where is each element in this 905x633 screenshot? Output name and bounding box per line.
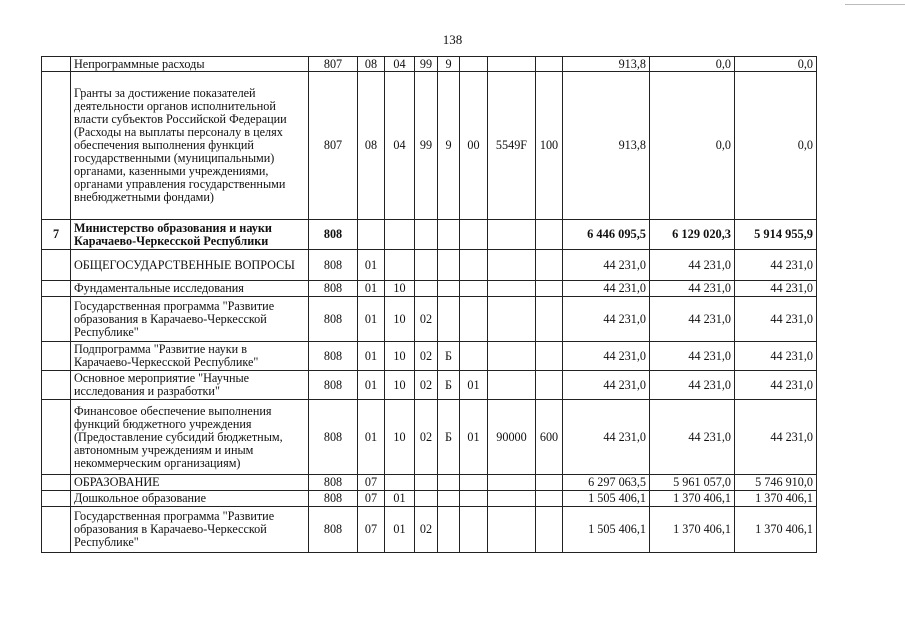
- cell-idx: [42, 491, 71, 507]
- cell-vr: [536, 342, 563, 371]
- cell-y2: 44 231,0: [650, 400, 735, 475]
- cell-idx: [42, 475, 71, 491]
- cell-y3: 1 370 406,1: [735, 491, 817, 507]
- table-row: [42, 400, 817, 475]
- cell-pr: [385, 475, 415, 491]
- cell-rz: 07: [358, 475, 385, 491]
- cell-ved: 808: [309, 491, 358, 507]
- cell-name: Государственная программа "Развитие образования в Карачаево-Черкесской Республике": [71, 507, 309, 553]
- cell-ved: 807: [309, 72, 358, 220]
- cell-vr: 100: [536, 72, 563, 220]
- cell-c2: [438, 475, 460, 491]
- cell-y1: 44 231,0: [563, 297, 650, 342]
- cell-c1: 02: [415, 342, 438, 371]
- table-row: [42, 491, 817, 507]
- cell-c1: [415, 250, 438, 281]
- cell-y2: 1 370 406,1: [650, 491, 735, 507]
- cell-y3: 44 231,0: [735, 250, 817, 281]
- cell-c1: [415, 491, 438, 507]
- cell-c1: 02: [415, 507, 438, 553]
- cell-name: Государственная программа "Развитие образования в Карачаево-Черкесской Республике": [71, 297, 309, 342]
- table-row: [42, 475, 817, 491]
- cell-y3: 44 231,0: [735, 400, 817, 475]
- cell-c2: [438, 281, 460, 297]
- cell-y1: 913,8: [563, 57, 650, 72]
- cell-vr: [536, 57, 563, 72]
- cell-pr: 10: [385, 342, 415, 371]
- cell-c1: 02: [415, 297, 438, 342]
- cell-rz: 08: [358, 57, 385, 72]
- cell-c3: [460, 57, 488, 72]
- cell-ved: 808: [309, 507, 358, 553]
- cell-vr: [536, 491, 563, 507]
- cell-idx: [42, 400, 71, 475]
- cell-rz: 01: [358, 297, 385, 342]
- cell-c4: [488, 297, 536, 342]
- cell-name: Министерство образования и науки Карачаево-Черкесской Республики: [71, 220, 309, 250]
- cell-idx: [42, 250, 71, 281]
- cell-vr: [536, 297, 563, 342]
- cell-c2: [438, 491, 460, 507]
- cell-ved: 808: [309, 281, 358, 297]
- cell-idx: [42, 342, 71, 371]
- cell-c4: [488, 342, 536, 371]
- cell-name: ОБЩЕГОСУДАРСТВЕННЫЕ ВОПРОСЫ: [71, 250, 309, 281]
- cell-y1: 913,8: [563, 72, 650, 220]
- cell-y1: 1 505 406,1: [563, 491, 650, 507]
- table-row: [42, 507, 817, 553]
- cell-pr: 01: [385, 507, 415, 553]
- cell-c3: 01: [460, 400, 488, 475]
- cell-c3: [460, 220, 488, 250]
- cell-rz: 01: [358, 281, 385, 297]
- cell-name: Финансовое обеспечение выполнения функций бюджетного учреждения (Предоставление субсидий бюджетным, автономным учреждениям и иным некоммерческим организациям): [71, 400, 309, 475]
- cell-vr: 600: [536, 400, 563, 475]
- cell-vr: [536, 475, 563, 491]
- cell-y2: 44 231,0: [650, 297, 735, 342]
- cell-y3: 44 231,0: [735, 342, 817, 371]
- cell-c4: [488, 57, 536, 72]
- cell-y2: 44 231,0: [650, 342, 735, 371]
- cell-c1: 02: [415, 400, 438, 475]
- cell-y3: 1 370 406,1: [735, 507, 817, 553]
- cell-idx: [42, 57, 71, 72]
- cell-c2: [438, 507, 460, 553]
- table-row: [42, 342, 817, 371]
- cell-idx: [42, 371, 71, 400]
- cell-pr: [385, 220, 415, 250]
- cell-ved: 808: [309, 371, 358, 400]
- cell-name: ОБРАЗОВАНИЕ: [71, 475, 309, 491]
- cell-ved: 808: [309, 250, 358, 281]
- table-row: [42, 57, 817, 72]
- cell-c3: [460, 250, 488, 281]
- cell-idx: [42, 72, 71, 220]
- cell-rz: 08: [358, 72, 385, 220]
- cell-c4: 90000: [488, 400, 536, 475]
- scan-edge-line: [845, 4, 905, 5]
- cell-c2: 9: [438, 57, 460, 72]
- cell-y2: 6 129 020,3: [650, 220, 735, 250]
- cell-c3: [460, 342, 488, 371]
- cell-pr: 10: [385, 297, 415, 342]
- cell-y1: 44 231,0: [563, 400, 650, 475]
- cell-y2: 1 370 406,1: [650, 507, 735, 553]
- cell-rz: 01: [358, 400, 385, 475]
- cell-y3: 5 914 955,9: [735, 220, 817, 250]
- cell-y1: 44 231,0: [563, 281, 650, 297]
- cell-c3: 01: [460, 371, 488, 400]
- cell-y2: 44 231,0: [650, 250, 735, 281]
- cell-idx: [42, 297, 71, 342]
- cell-vr: [536, 371, 563, 400]
- budget-table: [41, 56, 817, 553]
- cell-rz: 01: [358, 342, 385, 371]
- cell-y2: 0,0: [650, 72, 735, 220]
- cell-y1: 44 231,0: [563, 250, 650, 281]
- cell-idx: 7: [42, 220, 71, 250]
- table-row: [42, 220, 817, 250]
- cell-c2: 9: [438, 72, 460, 220]
- cell-vr: [536, 507, 563, 553]
- cell-name: Основное мероприятие "Научные исследования и разработки": [71, 371, 309, 400]
- cell-name: Непрограммные расходы: [71, 57, 309, 72]
- cell-c3: [460, 491, 488, 507]
- cell-y3: 5 746 910,0: [735, 475, 817, 491]
- cell-c2: [438, 250, 460, 281]
- cell-c2: Б: [438, 371, 460, 400]
- cell-rz: 07: [358, 507, 385, 553]
- cell-c3: [460, 281, 488, 297]
- cell-vr: [536, 281, 563, 297]
- cell-y1: 6 297 063,5: [563, 475, 650, 491]
- cell-y1: 1 505 406,1: [563, 507, 650, 553]
- cell-idx: [42, 507, 71, 553]
- cell-vr: [536, 220, 563, 250]
- cell-y3: 0,0: [735, 72, 817, 220]
- cell-pr: 10: [385, 281, 415, 297]
- cell-rz: 01: [358, 250, 385, 281]
- cell-y2: 0,0: [650, 57, 735, 72]
- cell-c2: [438, 220, 460, 250]
- cell-c4: [488, 281, 536, 297]
- cell-c1: [415, 220, 438, 250]
- cell-y3: 44 231,0: [735, 281, 817, 297]
- cell-idx: [42, 281, 71, 297]
- cell-y1: 6 446 095,5: [563, 220, 650, 250]
- cell-pr: [385, 250, 415, 281]
- table-row: [42, 371, 817, 400]
- cell-c2: Б: [438, 342, 460, 371]
- cell-c1: [415, 475, 438, 491]
- cell-c4: [488, 250, 536, 281]
- cell-y3: 44 231,0: [735, 297, 817, 342]
- cell-ved: 808: [309, 400, 358, 475]
- cell-ved: 808: [309, 342, 358, 371]
- cell-c4: [488, 475, 536, 491]
- cell-y1: 44 231,0: [563, 371, 650, 400]
- page-number: 138: [442, 32, 463, 47]
- table-row: [42, 250, 817, 281]
- cell-c2: [438, 297, 460, 342]
- cell-pr: 10: [385, 400, 415, 475]
- cell-ved: 808: [309, 475, 358, 491]
- cell-name: Подпрограмма "Развитие науки в Карачаево-Черкесской Республике": [71, 342, 309, 371]
- cell-y2: 44 231,0: [650, 281, 735, 297]
- cell-c4: [488, 371, 536, 400]
- cell-c3: 00: [460, 72, 488, 220]
- cell-rz: 07: [358, 491, 385, 507]
- cell-name: Дошкольное образование: [71, 491, 309, 507]
- cell-y2: 44 231,0: [650, 371, 735, 400]
- cell-c4: [488, 491, 536, 507]
- cell-pr: 01: [385, 491, 415, 507]
- cell-c3: [460, 297, 488, 342]
- cell-c1: 99: [415, 57, 438, 72]
- cell-c1: 02: [415, 371, 438, 400]
- cell-c3: [460, 507, 488, 553]
- table-row: [42, 72, 817, 220]
- cell-name: Гранты за достижение показателей деятельности органов исполнительной власти субъектов Российской Федерации (Расходы на выплаты персоналу в целях обеспечения выполнения функций государственными (муниципальными) органами, казенными учреждениями, органами управления государственными внебюджетными фондами): [71, 72, 309, 220]
- cell-c1: 99: [415, 72, 438, 220]
- cell-y3: 0,0: [735, 57, 817, 72]
- cell-c4: [488, 220, 536, 250]
- cell-vr: [536, 250, 563, 281]
- table-row: [42, 281, 817, 297]
- cell-c4: 5549F: [488, 72, 536, 220]
- cell-rz: 01: [358, 371, 385, 400]
- cell-c4: [488, 507, 536, 553]
- cell-pr: 10: [385, 371, 415, 400]
- cell-ved: 807: [309, 57, 358, 72]
- cell-name: Фундаментальные исследования: [71, 281, 309, 297]
- table-row: [42, 297, 817, 342]
- cell-y1: 44 231,0: [563, 342, 650, 371]
- cell-ved: 808: [309, 297, 358, 342]
- cell-y3: 44 231,0: [735, 371, 817, 400]
- cell-pr: 04: [385, 57, 415, 72]
- cell-c1: [415, 281, 438, 297]
- cell-rz: [358, 220, 385, 250]
- cell-ved: 808: [309, 220, 358, 250]
- cell-c3: [460, 475, 488, 491]
- cell-y2: 5 961 057,0: [650, 475, 735, 491]
- cell-pr: 04: [385, 72, 415, 220]
- cell-c2: Б: [438, 400, 460, 475]
